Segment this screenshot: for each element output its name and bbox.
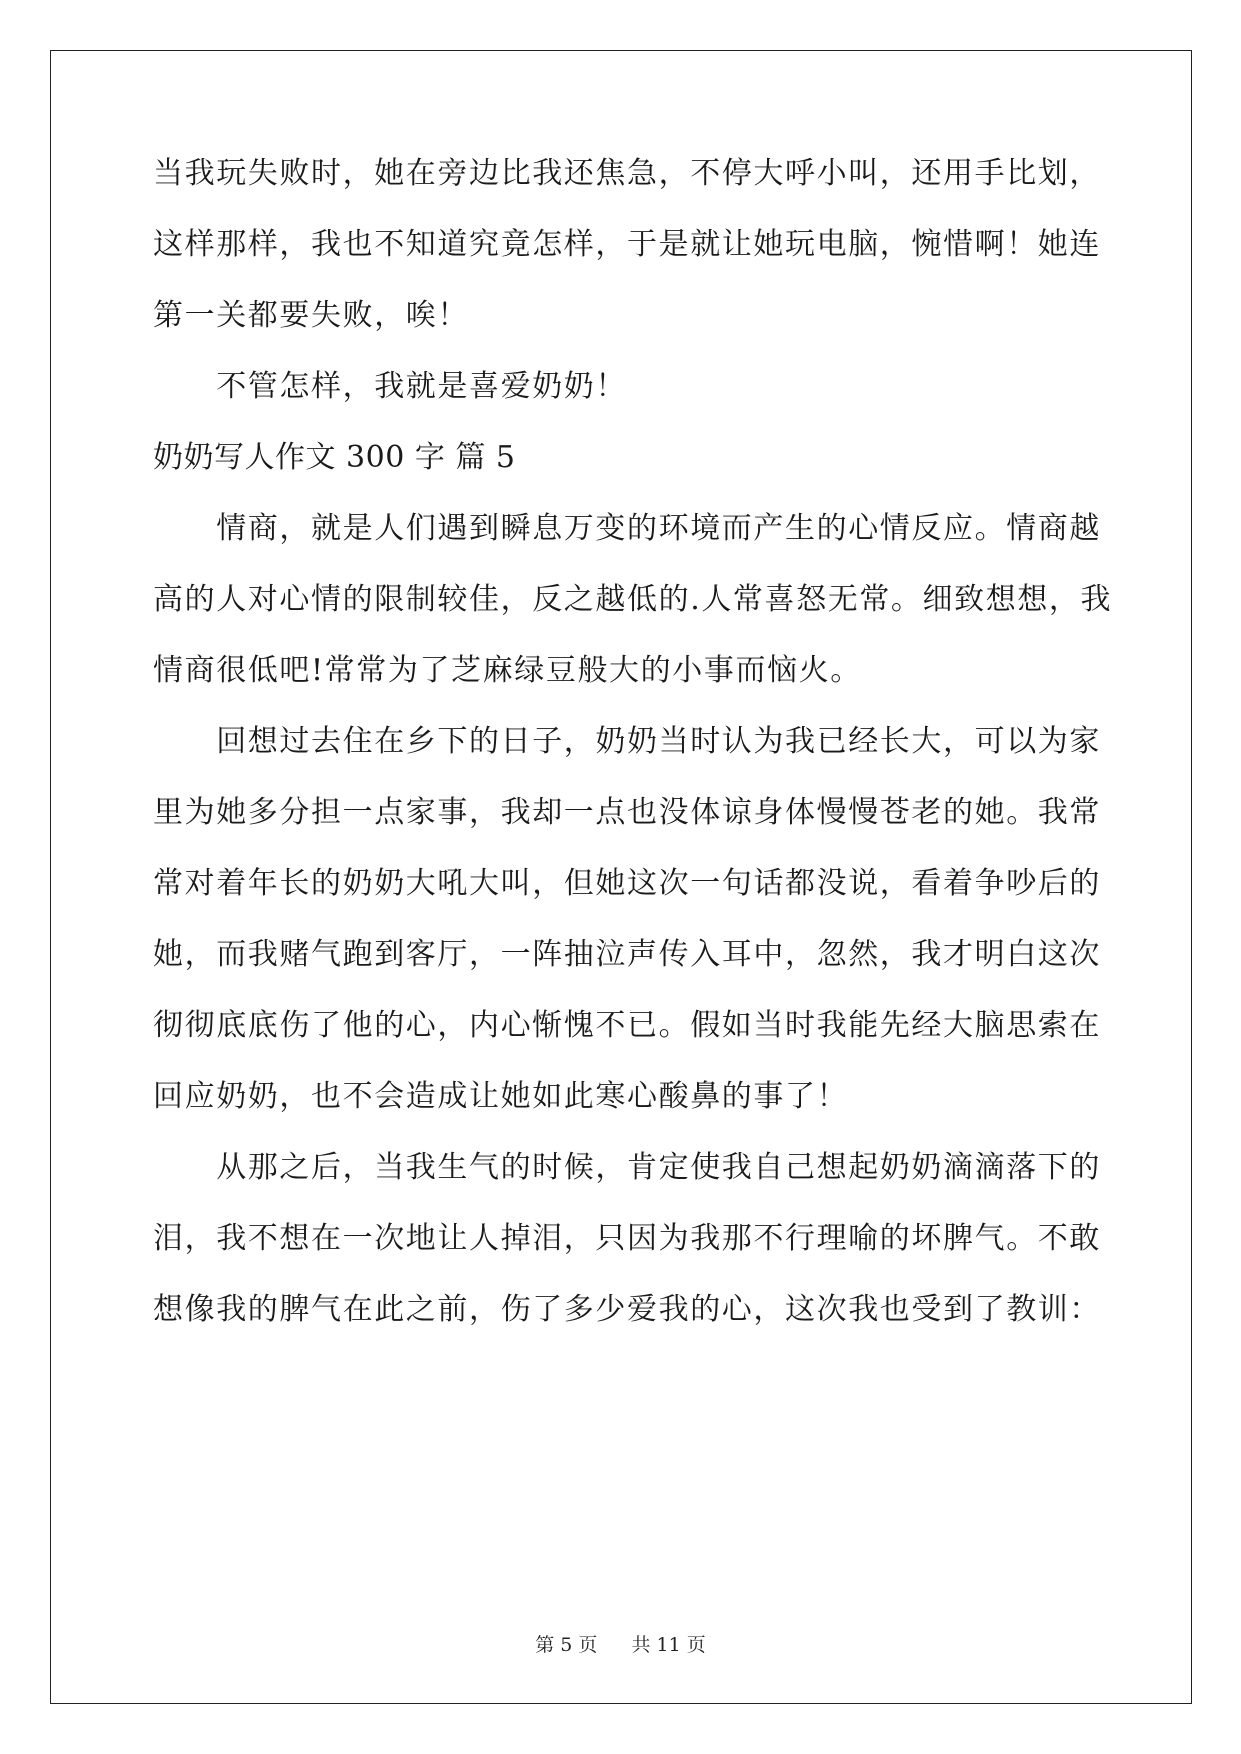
text-line: 高的人对心情的限制较佳，反之越低的.人常喜怒无常。细致想想，我	[153, 582, 1113, 617]
text-line: 不管怎样，我就是喜爱奶奶！	[153, 369, 627, 404]
text-line: 泪，我不想在一次地让人掉泪，只因为我那不行理喻的坏脾气。不敢	[153, 1221, 1101, 1256]
section-heading: 奶奶写人作文 300 字 篇 5	[153, 440, 516, 475]
text-line: 想像我的脾气在此之前，伤了多少爱我的心，这次我也受到了教训：	[153, 1292, 1101, 1327]
text-line: 彻彻底底伤了他的心，内心惭愧不已。假如当时我能先经大脑思索在	[153, 1008, 1101, 1043]
text-line: 回想过去住在乡下的日子，奶奶当时认为我已经长大，可以为家	[153, 724, 1101, 759]
page-total: 共 11 页	[631, 1634, 706, 1656]
text-line: 第一关都要失败，唉！	[153, 298, 469, 333]
text-line: 情商很低吧!常常为了芝麻绿豆般大的小事而恼火。	[153, 653, 862, 688]
text-line: 她，而我赌气跑到客厅，一阵抽泣声传入耳中，忽然，我才明白这次	[153, 937, 1101, 972]
text-line: 回应奶奶，也不会造成让她如此寒心酸鼻的事了！	[153, 1079, 849, 1114]
page-footer	[0, 1630, 1241, 1657]
text-line: 里为她多分担一点家事，我却一点也没体谅身体慢慢苍老的她。我常	[153, 795, 1101, 830]
text-line: 当我玩失败时，她在旁边比我还焦急，不停大呼小叫，还用手比划，	[153, 156, 1101, 191]
text-line: 从那之后，当我生气的时候，肯定使我自己想起奶奶滴滴落下的	[153, 1150, 1101, 1185]
text-line: 情商，就是人们遇到瞬息万变的环境而产生的心情反应。情商越	[153, 511, 1101, 546]
text-line: 常对着年长的奶奶大吼大叫，但她这次一句话都没说，看着争吵后的	[153, 866, 1101, 901]
text-line: 这样那样，我也不知道究竟怎样，于是就让她玩电脑，惋惜啊！她连	[153, 227, 1101, 262]
page-number: 第 5 页	[535, 1634, 598, 1656]
